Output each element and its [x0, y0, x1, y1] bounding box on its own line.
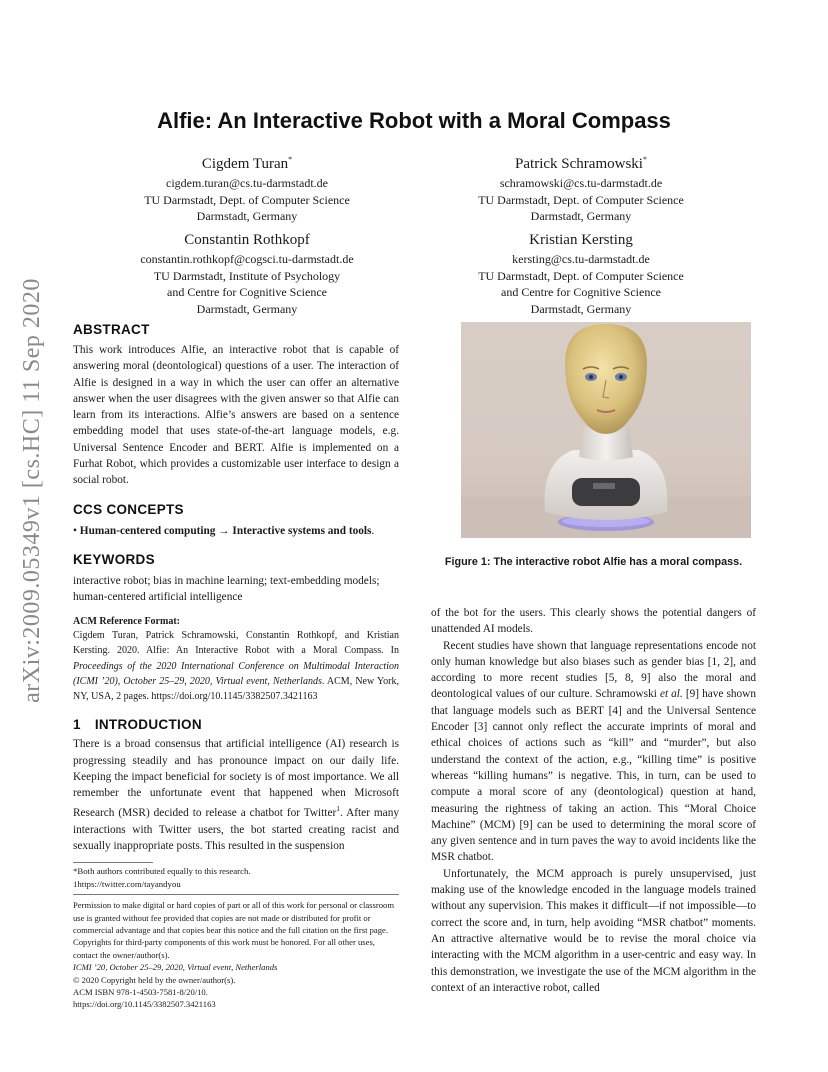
permission-block — [73, 899, 399, 1011]
footnotes — [73, 865, 399, 890]
author-email: schramowski@cs.tu-darmstadt.de — [499, 176, 663, 190]
acm-reference-heading: ACM Reference Format: — [73, 616, 180, 628]
paragraph: of the bot for the users. This clearly shows the potential dangers of unattended AI models. — [431, 607, 756, 636]
author-location: Darmstadt, Germany — [530, 301, 632, 316]
footnote-divider — [73, 862, 153, 863]
abstract-heading: ABSTRACT — [73, 322, 150, 337]
keywords-heading: KEYWORDS — [73, 551, 155, 567]
author-affiliation: and Centre for Cognitive Science — [501, 285, 661, 299]
acm-reference-text: Cigdem Turan, Patrick Schramowski, Constantin Rothkopf, and Kristian Kersting. 2020. Alfie: An Interactive Robot with a Moral Compass. In Proceedings of the 2020 International Conference on Multimodal Interaction (ICMI ’20), October 25–29, 2020, Virtual event, Netherlands. ACM, New York, NY, USA, 2 pages. https://doi.org/10.1145/3382507.3421163 — [73, 630, 399, 703]
permission-venue: ICMI ’20, October 25–29, 2020, Virtual event, Netherlands — [73, 962, 278, 973]
author-affiliation: TU Darmstadt, Institute of Psychology — [153, 268, 341, 283]
author-affiliation: TU Darmstadt, Dept. of Computer Science — [144, 192, 350, 207]
author-email: cigdem.turan@cs.tu-darmstadt.de — [166, 176, 328, 190]
doi-line: https://doi.org/10.1145/3382507.3421163 — [73, 999, 216, 1010]
author-affiliation: TU Darmstadt, Dept. of Computer Science — [478, 192, 684, 207]
author-location: Darmstadt, Germany — [196, 209, 298, 223]
robot-photo — [461, 322, 751, 538]
left-column — [73, 322, 399, 1011]
right-column-text — [431, 605, 756, 996]
author-email: constantin.rothkopf@cogsci.tu-darmstadt.de — [140, 252, 354, 266]
footnote-marker: 1 — [336, 804, 340, 814]
right-column — [431, 322, 756, 996]
isbn-line: ACM ISBN 978-1-4503-7581-8/20/10. — [73, 986, 208, 997]
author-affiliation: and Centre for Cognitive Science — [167, 285, 327, 299]
abstract-text: This work introduces Alfie, an interactive robot that is capable of answering moral (deontological) questions of a user. The interaction of Alfie is designed in a way in which the user can offer an alternative answer when the user disagrees with the given answer so that Alfie can learn from its interactions. Alfie’s answers are based on a sentence embedding model that uses state-of-the-art language models, e.g. Universal Sentence Encoder and BERT. Alfie is implemented on a Furhat Robot, which provides a customizable user interface to design a social robot. — [73, 344, 399, 487]
introduction-text: There is a broad consensus that artificial intelligence (AI) research is progressing steadily and has pronounce impact on our daily life. Keeping the impact beneficial for society is of most importance. We all remember the unfortunate event that happened when Microsoft Research (MSR) decided to release a chatbot for Twitter$^1$. After many interactions with Twitter users, the bot started creating racist and sexually inappropriate posts. This resulted in the suspension — [73, 738, 399, 852]
author-email: kersting@cs.tu-darmstadt.de — [512, 252, 650, 266]
author-name: Kristian Kersting — [529, 232, 633, 248]
section-heading-introduction: 1 INTRODUCTION — [73, 717, 202, 733]
author-name: Patrick Schramowski* — [515, 155, 647, 172]
author-block — [82, 230, 412, 317]
author-block — [82, 150, 412, 225]
footnote: 1https://twitter.com/tayandyou — [73, 878, 181, 889]
ccs-heading: CCS CONCEPTS — [73, 501, 184, 517]
paper-title: Alfie: An Interactive Robot with a Moral Compass — [157, 108, 671, 133]
ccs-concepts: • Human-centered computing → Interactive systems and tools. — [73, 524, 375, 537]
author-affiliation: TU Darmstadt, Dept. of Computer Science — [478, 268, 684, 283]
author-location: Darmstadt, Germany — [196, 301, 298, 316]
permission-text: Permission to make digital or hard copies of part or all of this work for personal or classroom use is granted without fee provided that copies are not made or distributed for profit or commercial advantage and that copies bear this notice and the full citation on the first page. Copyrights for third-party components of this work must be honored. For all other uses, contact the owner/author(s). — [73, 900, 394, 960]
figure-caption: Figure 1: The interactive robot Alfie has a moral compass. — [444, 556, 743, 568]
author-name: Constantin Rothkopf — [184, 232, 310, 248]
paragraph: Unfortunately, the MCM approach is purely unsupervised, just making use of the knowledge encoded in the language models trained without any supervision. This makes it difficult—if not impossible—to correct the score and, in turn, help avoiding “MSR chatbot” moments. An attractive alternative would be to revise the moral choice via interacting with the MCM algorithm in a user-centric and easy way. In this demonstration, we investigate the use of the MCM algorithm in the context of an interactive robot, called — [431, 867, 756, 994]
author-block — [416, 230, 746, 317]
copyright-line: © 2020 Copyright held by the owner/author(s). — [73, 974, 236, 985]
footnote: *Both authors contributed equally to this research. — [73, 866, 251, 877]
author-name: Cigdem Turan* — [201, 155, 293, 172]
paragraph: Recent studies have shown that language representations encode not only human knowledge but also biases such as gender bias [1, 2], and according to more recent studies [5, 8, 9] also the moral and deontological values of our culture. Schramowski et al. [9] have shown that language models such as BERT [4] and the Universal Sentence Encoder [3] cannot only reflect the accurate imprints of moral and ethical choices of actions such as “kill” and “murder”, but also understand the context of the action, e.g., “killing time” is positive whereas “killing humans” is negative. This, in turn, can be used to compute a moral score of any (deontological) question at hand, measuring the rightness of taking an action. This “Moral Choice Machine” (MCM) [9] can be used to determining the moral score of any given sentence and in turn paves the way to avoid incidents like the MSR chatbot. — [431, 639, 756, 864]
author-location: Darmstadt, Germany — [530, 209, 632, 223]
author-block — [416, 150, 746, 225]
arxiv-identifier: arXiv:2009.05349v1 [cs.HC] 11 Sep 2020 — [18, 277, 45, 703]
keywords-text: interactive robot; bias in machine learning; text-embedding models; human-centered artificial intelligence — [73, 574, 380, 603]
permission-divider — [73, 894, 399, 895]
